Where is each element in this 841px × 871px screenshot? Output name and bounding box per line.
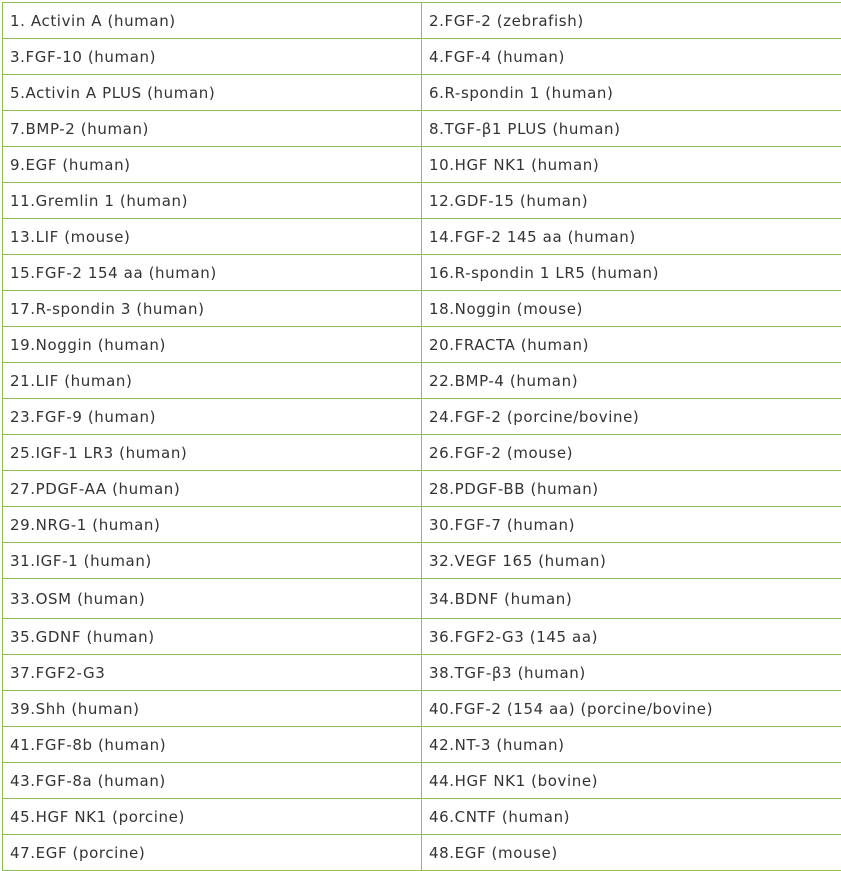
table-row xyxy=(3,763,841,799)
table-cell: 29.NRG-1 (human) xyxy=(3,507,422,543)
table-row xyxy=(3,39,841,75)
table-cell: 45.HGF NK1 (porcine) xyxy=(3,799,422,835)
table-cell: 7.BMP-2 (human) xyxy=(3,111,422,147)
table-cell: 48.EGF (mouse) xyxy=(422,835,841,871)
table-cell: 25.IGF-1 LR3 (human) xyxy=(3,435,422,471)
table-cell: 42.NT-3 (human) xyxy=(422,727,841,763)
table-cell: 11.Gremlin 1 (human) xyxy=(3,183,422,219)
table-cell: 18.Noggin (mouse) xyxy=(422,291,841,327)
table-row xyxy=(3,619,841,655)
table-row xyxy=(3,799,841,835)
table-cell: 22.BMP-4 (human) xyxy=(422,363,841,399)
table-cell: 4.FGF-4 (human) xyxy=(422,39,841,75)
table-cell: 26.FGF-2 (mouse) xyxy=(422,435,841,471)
table-cell: 38.TGF-β3 (human) xyxy=(422,655,841,691)
table-cell: 31.IGF-1 (human) xyxy=(3,543,422,579)
table-row xyxy=(3,255,841,291)
table-cell: 35.GDNF (human) xyxy=(3,619,422,655)
table-cell: 14.FGF-2 145 aa (human) xyxy=(422,219,841,255)
table-row xyxy=(3,183,841,219)
table-cell: 23.FGF-9 (human) xyxy=(3,399,422,435)
table-cell: 40.FGF-2 (154 aa) (porcine/bovine) xyxy=(422,691,841,727)
table-row xyxy=(3,655,841,691)
table-cell: 10.HGF NK1 (human) xyxy=(422,147,841,183)
table-cell: 3.FGF-10 (human) xyxy=(3,39,422,75)
table-cell: 17.R-spondin 3 (human) xyxy=(3,291,422,327)
table-cell: 12.GDF-15 (human) xyxy=(422,183,841,219)
table-cell: 30.FGF-7 (human) xyxy=(422,507,841,543)
growth-factor-table xyxy=(2,2,841,871)
table-cell: 13.LIF (mouse) xyxy=(3,219,422,255)
table-row xyxy=(3,691,841,727)
table-cell: 36.FGF2-G3 (145 aa) xyxy=(422,619,841,655)
table-row xyxy=(3,399,841,435)
table-cell: 6.R-spondin 1 (human) xyxy=(422,75,841,111)
table-row xyxy=(3,363,841,399)
table-cell: 16.R-spondin 1 LR5 (human) xyxy=(422,255,841,291)
table-row xyxy=(3,327,841,363)
table-cell: 15.FGF-2 154 aa (human) xyxy=(3,255,422,291)
table-row xyxy=(3,727,841,763)
table-row xyxy=(3,507,841,543)
table-row xyxy=(3,111,841,147)
table-row xyxy=(3,435,841,471)
table-row xyxy=(3,471,841,507)
table-cell: 19.Noggin (human) xyxy=(3,327,422,363)
table-cell: 33.OSM (human) xyxy=(3,579,422,619)
table-row xyxy=(3,579,841,619)
table-cell: 8.TGF-β1 PLUS (human) xyxy=(422,111,841,147)
table-cell: 34.BDNF (human) xyxy=(422,579,841,619)
table-cell: 41.FGF-8b (human) xyxy=(3,727,422,763)
table-cell: 9.EGF (human) xyxy=(3,147,422,183)
table-cell: 28.PDGF-BB (human) xyxy=(422,471,841,507)
table-row xyxy=(3,835,841,871)
table-cell: 47.EGF (porcine) xyxy=(3,835,422,871)
table-cell: 39.Shh (human) xyxy=(3,691,422,727)
table-row xyxy=(3,75,841,111)
table-row xyxy=(3,219,841,255)
table-cell: 44.HGF NK1 (bovine) xyxy=(422,763,841,799)
table-cell: 43.FGF-8a (human) xyxy=(3,763,422,799)
table-cell: 37.FGF2-G3 xyxy=(3,655,422,691)
table-body xyxy=(3,3,841,871)
table-cell: 5.Activin A PLUS (human) xyxy=(3,75,422,111)
table-cell: 1. Activin A (human) xyxy=(3,3,422,39)
table-cell: 24.FGF-2 (porcine/bovine) xyxy=(422,399,841,435)
table-cell: 46.CNTF (human) xyxy=(422,799,841,835)
table-row xyxy=(3,543,841,579)
table-row xyxy=(3,147,841,183)
table-row xyxy=(3,291,841,327)
table-cell: 27.PDGF-AA (human) xyxy=(3,471,422,507)
table-cell: 21.LIF (human) xyxy=(3,363,422,399)
table-row xyxy=(3,3,841,39)
table-cell: 32.VEGF 165 (human) xyxy=(422,543,841,579)
table-cell: 2.FGF-2 (zebrafish) xyxy=(422,3,841,39)
table-cell: 20.FRACTA (human) xyxy=(422,327,841,363)
